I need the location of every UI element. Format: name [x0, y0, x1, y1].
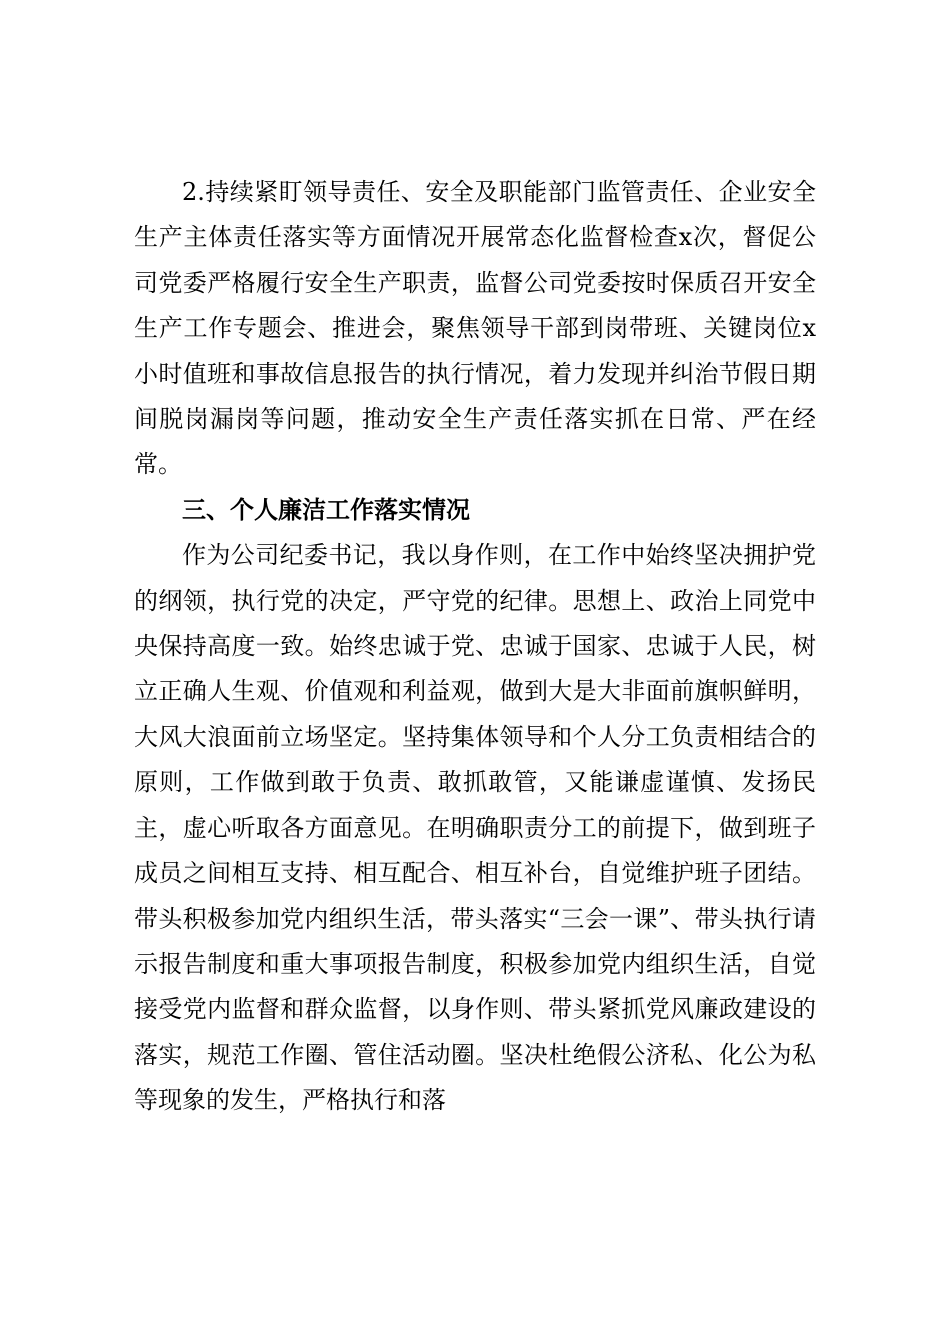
paragraph-personal-integrity: 作为公司纪委书记，我以身作则，在工作中始终坚决拥护党的纲领，执行党的决定，严守党的纪律。思想上、政治上同党中央保持高度一致。始终忠诚于党、忠诚于国家、忠诚于人民，树立正确人生观、价值观和利益观，做到大是大非面前旗帜鲜明，大风大浪面前立场坚定。坚持集体领导和个人分工负责相结合的原则，工作做到敢于负责、敢抓敢管，又能谦虚谨慎、发扬民主，虚心听取各方面意见。在明确职责分工的前提下，做到班子成员之间相互支持、相互配合、相互补台，自觉维护班子团结。带头积极参加党内组织生活，带头落实“三会一课”、带头执行请示报告制度和重大事项报告制度，积极参加党内组织生活，自觉接受党内监督和群众监督，以身作则、带头紧抓党风廉政建设的落实，规范工作圈、管住活动圈。坚决杜绝假公济私、化公为私等现象的发生，严格执行和落: [134, 541, 816, 1115]
paragraph-safety-supervision: 2.持续紧盯领导责任、安全及职能部门监管责任、企业安全生产主体责任落实等方面情况开展常态化监督检查x次，督促公司党委严格履行安全生产职责，监督公司党委按时保质召开安全生产工作专题会、推进会，聚焦领导干部到岗带班、关键岗位x小时值班和事故信息报告的执行情况，着力发现并纠治节假日期间脱岗漏岗等问题，推动安全生产责任落实抓在日常、严在经常。: [134, 178, 816, 479]
document-body: [134, 170, 816, 1124]
section-heading: 三、个人廉洁工作落实情况: [182, 495, 470, 524]
